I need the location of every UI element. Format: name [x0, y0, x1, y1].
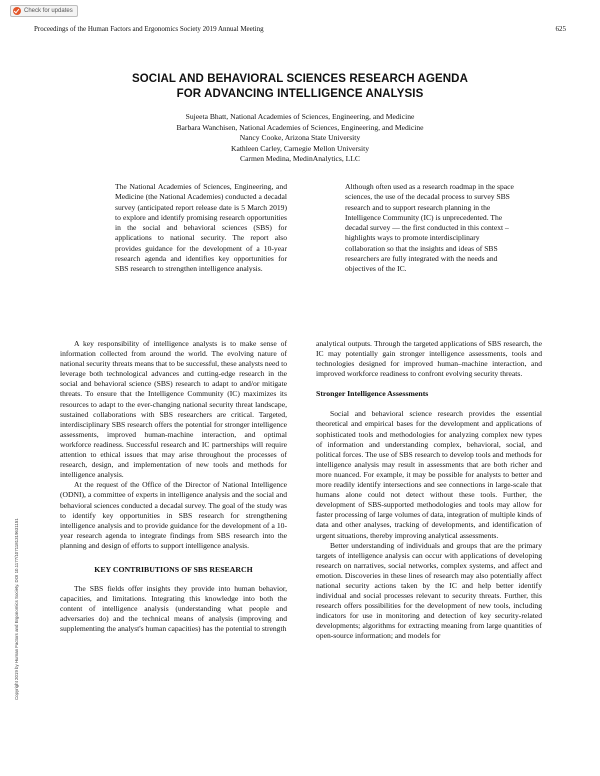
running-head: Proceedings of the Human Factors and Ergonomics Society 2019 Annual Meeting: [34, 25, 264, 33]
paper-title: [0, 72, 600, 102]
abstract-right: Although often used as a research roadmap in the space sciences, the use of the decadal process to survey SBS research and to support research planning in the Intelligence Community (IC) is unprecedented. The decadal survey — the first conducted in this context – highlights ways to promote interdisciplinary collaboration so that the insights and ideas of SBS researchers are fully integrated with the needs and objectives of the IC.: [345, 182, 514, 274]
copyright-side-notice: Copyright 2019 by Human Factors and Ergonomics Society. DOI 10.1177/1071181319631151: [14, 518, 19, 700]
title-line-2: FOR ADVANCING INTELLIGENCE ANALYSIS: [176, 88, 424, 100]
body-paragraph: A key responsibility of intelligence analysts is to make sense of information collected from around the world. The evolving nature of national security threats means that to be successful, these analysts need to leverage both technological advances and cutting-edge research in the social and behavioral science (SBS) research to adapt to and/or mitigate threats. To ensure that the Intelligence Community (IC) maximizes its resources to adapt to the ever-changing national security threat landscape, sustained collaborations with SBS researchers are critical. Targeted, interdisciplinary SBS research offers the potential for stronger intelligence assessments, improved human-machine interaction, and optimal workforce readiness. Successful research and IC partnerships will require attention to ethical issues that may arise throughout the processes of research, design, and implementation of new tools and methods for intelligence analysis.: [60, 339, 287, 480]
check-circle-icon: [13, 7, 21, 15]
page-number: 625: [555, 25, 566, 33]
badge-label: Check for updates: [24, 8, 73, 14]
body-paragraph: Better understanding of individuals and groups that are the primary targets of intelligence analysis can occur with applications of developing research on narratives, social networks, complex systems, and affect and emotion. Discoveries in these lines of research may also potentially affect national security actions taken by the IC and help better identify individual and social processes relevant to security threats. Further, this research offers possibilities for the development of new tools, including indicators for use in monitoring and detection of key security-related developments; algorithms for extracting meaning from large quantities of open-source information; and models for: [316, 540, 542, 641]
author-line: Sujeeta Bhatt, National Academies of Sciences, Engineering, and Medicine: [185, 112, 415, 121]
title-line-1: SOCIAL AND BEHAVIORAL SCIENCES RESEARCH AGENDA: [131, 73, 468, 85]
author-line: Barbara Wanchisen, National Academies of Sciences, Engineering, and Medicine: [176, 122, 424, 132]
abstract-left: The National Academies of Sciences, Engineering, and Medicine (the National Academies) conducted a decadal survey (anticipated report release date is 5 March 2019) to explore and identify promising research opportunities in the social and behavioral sciences (SBS) for applications to national security. The report also provides guidance for the development of a 10-year research agenda and identifies key opportunities for SBS research to strengthen intelligence analysis.: [115, 182, 287, 274]
subsection-heading: Stronger Intelligence Assessments: [316, 389, 429, 399]
body-paragraph: analytical outputs. Through the targeted applications of SBS research, the IC may potentially gain stronger intelligence assessments, tools and technologies designed for improved human–machine interaction, and improved workforce readiness to confront evolving security threats.: [316, 339, 542, 379]
body-column-right: [316, 339, 542, 642]
author-line: Kathleen Carley, Carnegie Mellon University: [230, 143, 370, 153]
author-line: Nancy Cooke, Arizona State University: [239, 133, 361, 143]
check-for-updates-badge[interactable]: [10, 5, 78, 17]
section-heading: KEY CONTRIBUTIONS OF SBS RESEARCH: [94, 564, 253, 574]
author-list: [0, 112, 600, 165]
body-column-left: [60, 339, 287, 634]
body-paragraph: Social and behavioral science research provides the essential theoretical and empirical bases for the development and applications of sophisticated tools and methodologies for analyzing complex new types of information and understanding complex, behavioral, social, and political forces. The use of SBS research to develop tools and methods for intelligence analysis may result in assessments that are both richer and more nuanced. For example, it may be possible for analysts to better and more readily identify intersections and see connections in large-scale that humans alone could not detect without these tools. Further, the development of SBS-supported methodologies and tools may allow for faster processing of large volumes of data, integration of multiple kinds of data and other analyses, tracking of developments, and identification of urgent situations, thereby improving analytical assessments.: [316, 409, 542, 540]
body-paragraph: The SBS fields offer insights they provide into human behavior, capacities, and limitations. Integrating this knowledge into both the content of intelligence analysis (understanding what people and adversaries do) and the technical means of analysis (improving and supplementing the analyst's human capacities) has the potential to strength: [60, 583, 287, 634]
body-paragraph: At the request of the Office of the Director of National Intelligence (ODNI), a committee of experts in intelligence analysis and the social and behavioral sciences conducted a decadal survey. The goal of the study was to identify key opportunities in SBS research for strengthening intelligence analysis and to provide guidance for the development of a 10-year research agenda to integrate findings from SBS research into the planning and design of efforts to support intelligence analysis.: [60, 480, 287, 550]
author-line: Carmen Medina, MedinAnalytics, LLC: [240, 154, 360, 164]
